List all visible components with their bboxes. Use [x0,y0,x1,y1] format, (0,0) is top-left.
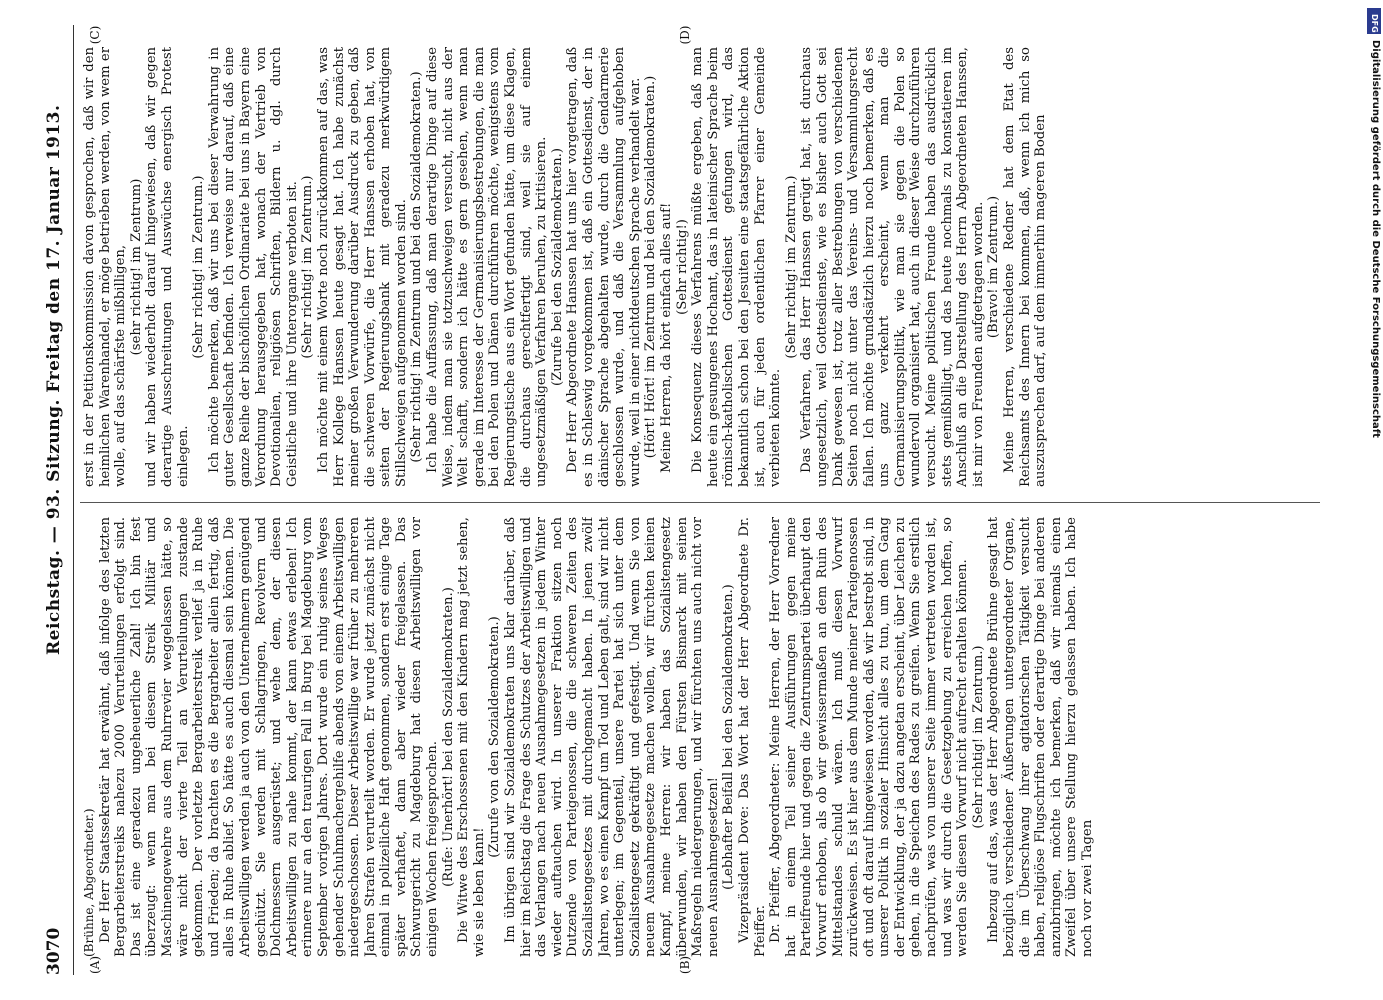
interjection: (Sehr richtig! im Zentrum und bei den Sozialdemokraten.) [409,71,425,463]
paragraph: Ich möchte bemerken, daß wir uns bei dieser Verwahrung in guter Gesellschaft befinden. Ich verweise nur darauf, daß eine ganze Reihe der bischöflichen Ordinariate bei uns in Bayern eine Verordnung herausgegeben hat, wonach der Vertrieb von Devotionalien, religiösen Schriften, Bildern u. dgl. durch Geistliche und ihre Unterorgane verboten ist. [206,47,300,487]
interjection: (Sehr richtig! im Zentrum.) [970,645,986,829]
interjection: (Sehr richtig!) [674,219,690,315]
paragraph: Meine Herren, verschiedene Redner hat dem Etat des Reichsamts des Innern bei kommen, daß, wenn ich mich so auszusprechen darf, auf dem immerhin mageren Boden [1002,47,1049,487]
margin-marker-a: (A) [88,955,102,975]
interjection: (Lebhafter Beifall bei den Sozialdemokraten.) [721,584,737,890]
margin-marker-d: (D) [678,25,692,45]
interjection: (Hört! Hört! im Zentrum und bei den Sozialdemokraten.) [643,75,659,459]
speaker-line: (Brühne, Abgeordneter.) [82,808,96,957]
paragraph: Im übrigen sind wir Sozialdemokraten uns klar darüber, daß hier im Reichstag die Frage des Schutzes der Arbeitswilligen und das Verlangen nach neuen Ausnahmegesetzen in jedem Winter wieder auftauchen wird. In unserer Fraktion sitzen noch Dutzende von Parteigenossen, die die schweren Zeiten des Sozialistengesetzes mit durchgemacht haben. In jenen zwölf Jahren, wo es einen Kampf um Tod und Leben galt, sind wir nicht unterlegen; im Gegenteil, unsere Partei hat sich unter dem Sozialistengesetz gekräftigt und gefestigt. Und wenn Sie von neuem Ausnahmegesetze machen wollen, wir fürchten keinen Kampf, meine Herren: wir haben das Sozialistengesetz überwunden, wir haben den Fürsten Bismarck mit seinen Maßregeln niedergerungen, und wir fürchten uns auch nicht vor neuen Ausnahmegesetzen! [503,517,721,957]
paragraph: Die Witwe des Erschossenen mit den Kindern mag jetzt sehen, wie sie leben kann! [456,517,487,957]
interjection: (Rufe: Unerhört! bei den Sozialdemokraten.) [440,587,456,887]
header-rule [73,25,74,975]
margin-marker-b: (B) [678,955,692,975]
interjection: (sehr richtig! im Zentrum) [128,178,144,356]
rotated-newspaper-page [40,25,1330,975]
paragraph: Der Herr Staatssekretär hat erwähnt, daß infolge des letzten Bergarbeiterstreiks nahezu 2000 Verurteilungen erfolgt sind. Das ist eine geradezu ungeheuerliche Zahl! Ich bin fest überzeugt: wenn man bei diesem Streik Militär und Maschinengewehre aus dem Ruhrrevier weggelassen hätte, so wäre nicht der vierte Teil an Verurteilungen zustande gekommen. Der vorletzte Bergarbeiterstreik verlief ja in Ruhe und Frieden; da brachten es die Bergarbeiter allein fertig, daß alles in Ruhe ablief. So hätte es auch diesmal sein können. Die Arbeitswilligen werden ja auch von den Unternehmern genügend geschützt. Sie werden mit Schlagringen, Revolvern und Dolchmessern ausgerüstet; und wehe dem, der diesen Arbeitswilligen zu nahe kommt, der kann etwas erleben! Ich erinnere nur an den traurigen Fall in Burg bei Magdeburg vom September vorigen Jahres. Dort wurde ein ruhig seines Weges gehender Schuhmachergehilfe abends von einem Arbeitswilligen niedergeschossen. Dieser Arbeitswillige war früher zu mehreren Jahren Strafen verurteilt worden. Er wurde jetzt zunächst nicht einmal in polizeiliche Haft genommen, sondern erst einige Tage später verhaftet, dann aber wieder freigelassen. Das Schwurgericht zu Magdeburg hat diesen Arbeitswilligen vor einigen Wochen freigesprochen. [97,517,441,957]
paragraph: Dr. Pfeiffer, Abgeordneter: Meine Herren, der Herr Vorredner hat in einem Teil seiner Ausführungen gegen meine Parteifreunde hier und gegen die Zentrumspartei überhaupt den Vorwurf erhoben, als ob wir gewissermaßen an dem Ruin des Mittelstandes schuld wären. Ich muß diesen Vorwurf zurückweisen. Es ist hier aus dem Munde meiner Parteigenossen oft und oft darauf hingewiesen worden, daß wir bestrebt sind, in unserer Politik in sozialer Hinsicht alles zu tun, um dem Gang der Entwicklung, der ja dazu angetan erscheint, über Leichen zu gehen, in die Speichen des Rades zu greifen. Wenn Sie erstlich nachprüfen, was von unserer Seite immer vertreten worden ist, und was wir durch die Gesetzgebung zu erreichen hoffen, so werden Sie diesen Vorwurf nicht aufrecht erhalten können. [768,517,971,957]
interjection: (Zurufe von den Sozialdemokraten.) [487,616,503,858]
paragraph: Der Herr Abgeordnete Hanssen hat uns hier vorgetragen, daß es in Schleswig vorgekommen ist, daß ein Gottesdienst, der in dänischer Sprache abgehalten wurde, durch die Gendarmerie geschlossen wurde, und daß die Versammlung aufgehoben wurde, weil in einer nichtdeutschen Sprache verhandelt war. [565,47,643,487]
digitization-credit: Digitalisierung gefördert durch die Deutsche Forschungsgemeinschaft [1370,40,1381,438]
paragraph: Das Verfahren, das Herr Hanssen gerügt hat, ist durchaus ungesetzlich, weil Gottesdienste, wie es bisher auch Gott sei Dank gewesen ist, trotz aller Bestrebungen von verschiedenen Seiten noch nicht unter das Vereins- und Versammlungsrecht fallen. Ich möchte grundsätzlich hierzu noch bemerken, daß es uns ganz verkehrt erscheint, wenn man die Germanisierungspolitik, wie man sie gegen die Polen so wundervoll organisiert hat, auch in dieser Weise durchzuführen versucht. Meine politischen Freunde haben das ausdrücklich stets gemißbilligt, und das heute nochmals zu konstatieren im Anschluß an die Darstellung des Herrn Abgeordneten Hanssen, ist mir von Freunden aufgetragen worden. [799,47,986,487]
interjection: (Sehr richtig! im Zentrum.) [300,175,316,359]
interjection: (Zurufe bei den Sozialdemokraten.) [549,147,565,387]
paragraph: Vizepräsident Dove: Das Wort hat der Herr Abgeordnete Dr. Pfeiffer. [736,517,768,957]
page-title: Reichstag. — 93. Sitzung. Freitag den 17. Januar 1913. [44,104,64,655]
paragraph: und wir haben wiederholt darauf hingewiesen, daß wir gegen derartige Ausschreitungen und Auswüchse energisch Protest einlegen. [144,47,191,487]
dfg-logo-text: DFG [1370,14,1379,33]
interjection: (Bravo! im Zentrum.) [986,195,1002,339]
interjection: (Sehr richtig! im Zentrum.) [191,175,207,359]
right-column [82,47,1317,487]
page-number: 3070 [44,927,64,975]
paragraph: Meine Herren, da hört einfach alles auf! [658,202,674,473]
paragraph: Inbezug auf das, was der Herr Abgeordnete Brühne gesagt hat bezüglich verschiedener Äußerungen untergeordneter Organe, die im Überschwang ihrer agitatorischen Tätigkeit versucht haben, religiöse Flugschriften oder derartige Dinge bei anderen anzubringen, möchte ich bemerken, daß wir niemals einen Zweifel über unsere Stellung hierzu gelassen haben. Ich habe noch vor zwei Tagen [986,517,1095,957]
paragraph: Ich habe die Auffassung, daß man derartige Dinge auf diese Weise, indem man sie totzuschweigen versucht, nicht aus der Welt schafft, sondern ich hätte es gern gesehen, wenn man gerade im Interesse der Germanisierungsbestrebungen, die man bei den Polen und Dänen durchführen möchte, wenigstens vom Regierungstische aus ein Wort gefunden hätte, um diese Klagen, die durchaus gerechtfertigt sind, weil sie auf einem ungesetzmäßigen Verfahren beruhen, zu kritisieren. [425,47,550,487]
interjection: (Sehr richtig! im Zentrum.) [783,175,799,359]
column-divider [80,502,1320,503]
paragraph: Ich möchte mit einem Worte noch zurückkommen auf das, was Herr Kollege Hanssen heute gesagt hat. Ich habe zunächst meiner großen Verwunderung darüber Ausdruck zu geben, daß die schweren Vorwürfe, die Herr Hanssen erhoben hat, von seiten der Regierungsbank mit geradezu merkwürdigem Stillschweigen aufgenommen worden sind. [315,47,409,487]
dfg-logo [1367,8,1381,34]
margin-marker-c: (C) [88,25,102,45]
paragraph: Die Konsequenz dieses Verfahrens müßte ergeben, daß man heute ein gesungenes Hochamt, das in lateinischer Sprache beim römisch-katholischen Gottesdienst gefungen wird, das bekanntlich schon bei den Jesuiten eine staatsgefährliche Aktion ist, auch für jeden ordentlichen Pfarrer einer Gemeinde verbieten könnte. [690,47,784,487]
paragraph: erst in der Petitionskommission davon gesprochen, daß wir den heimlichen Warenhandel, er möge betrieben werden, von wem er wolle, auf das schärfste mißbilligen, [82,47,129,487]
page-header [40,25,70,975]
left-column [82,517,1317,957]
